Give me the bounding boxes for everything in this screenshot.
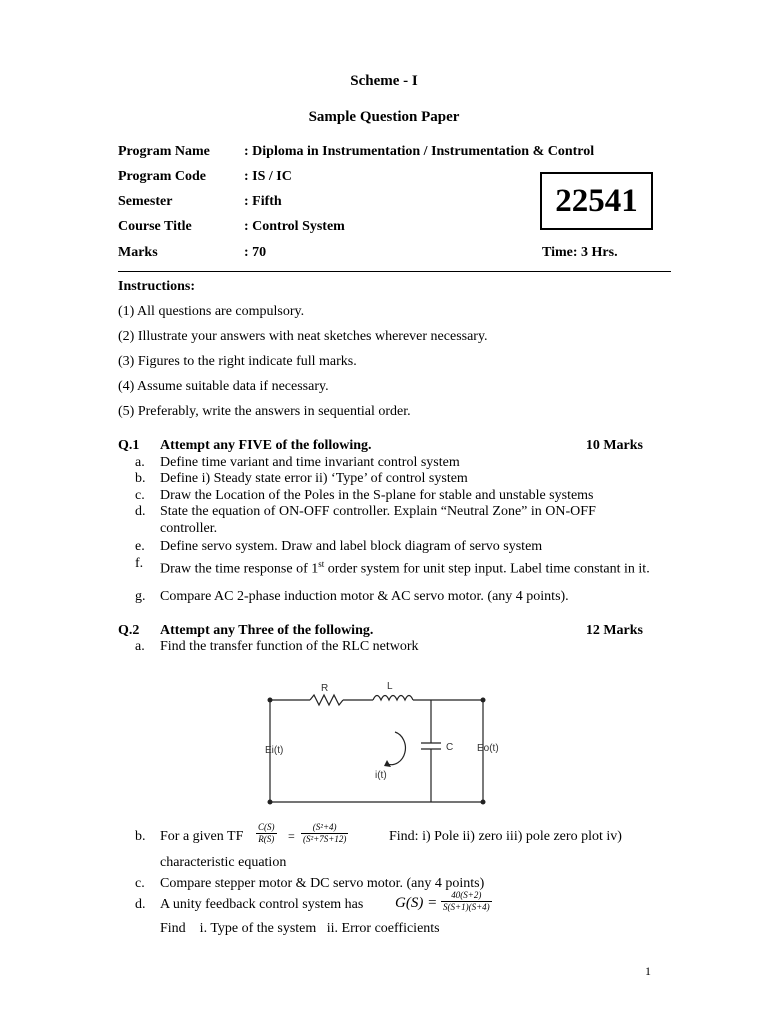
course-title-value: : Control System	[244, 219, 345, 234]
gs-label: G(S) =	[395, 895, 438, 911]
q1-number: Q.1	[118, 438, 140, 453]
gs-denominator: S(S+1)(S+4)	[443, 902, 490, 912]
q1-letter: f.	[135, 556, 144, 571]
instructions-heading: Instructions:	[118, 279, 196, 294]
q2-letter: a.	[135, 639, 145, 654]
instruction-item: (1) All questions are compulsory.	[118, 304, 305, 319]
q2-d-find: Find i. Type of the system ii. Error coefficients	[160, 921, 440, 936]
input-voltage-label: Ei(t)	[265, 745, 284, 756]
current-label: i(t)	[375, 770, 387, 781]
course-code-box: 22541	[540, 172, 653, 230]
tf-lhs-fraction	[256, 822, 277, 845]
tf-rhs-numerator: (S²+4)	[301, 822, 348, 834]
time-label: Time: 3 Hrs.	[542, 245, 618, 260]
q2-letter: b.	[135, 829, 146, 844]
q2-heading: Attempt any Three of the following.	[160, 623, 374, 638]
program-name-label: Program Name	[118, 144, 210, 159]
q1-letter: e.	[135, 539, 145, 554]
q2-marks: 12 Marks	[585, 623, 643, 638]
q2-d-text: A unity feedback control system has	[160, 897, 364, 912]
q1-item-text: order system for unit step input. Label time constant in it.	[324, 561, 650, 577]
q1-item: Define time variant and time invariant control system	[160, 455, 460, 470]
q1-heading: Attempt any FIVE of the following.	[160, 438, 372, 453]
page-number: 1	[645, 964, 651, 978]
course-title-label: Course Title	[118, 219, 192, 234]
paper-title: Sample Question Paper	[308, 109, 460, 125]
capacitor-label: C	[446, 742, 454, 753]
q2-b-find: Find: i) Pole ii) zero iii) pole zero plot iv)	[389, 829, 622, 844]
q2-letter: d.	[135, 897, 146, 912]
q1-letter: g.	[135, 589, 146, 604]
resistor-label: R	[321, 683, 329, 694]
q1-item-sup: st	[318, 559, 325, 569]
marks-value: : 70	[244, 245, 267, 260]
q1-letter: b.	[135, 471, 146, 486]
q1-item	[160, 556, 650, 578]
q1-letter: d.	[135, 504, 146, 519]
q2-number: Q.2	[118, 623, 140, 638]
q1-item-text: Draw the time response of 1	[160, 561, 319, 577]
q1-item: Draw the Location of the Poles in the S-plane for stable and unstable systems	[160, 488, 594, 503]
program-code-value: : IS / IC	[244, 169, 292, 184]
q2-item: Find the transfer function of the RLC network	[160, 639, 419, 654]
gs-numerator: 40(S+2)	[441, 890, 492, 902]
tf-rhs-fraction	[301, 822, 348, 845]
q1-item: Compare AC 2-phase induction motor & AC servo motor. (any 4 points).	[160, 589, 569, 604]
tf-equals: =	[288, 829, 295, 843]
q1-item: Define servo system. Draw and label block diagram of servo system	[160, 539, 543, 554]
instruction-item: (5) Preferably, write the answers in sequential order.	[118, 404, 411, 419]
tf-lhs-denominator: R(S)	[258, 834, 275, 844]
q2-letter: c.	[135, 876, 145, 891]
q2-b-text: For a given TF	[160, 829, 244, 844]
tf-rhs-denominator: (S²+7S+12)	[303, 834, 347, 844]
program-name-value: : Diploma in Instrumentation / Instrumentation & Control	[244, 144, 595, 159]
inductor-label: L	[387, 681, 393, 692]
rlc-circuit-diagram	[255, 675, 500, 813]
q1-letter: c.	[135, 488, 145, 503]
q1-marks: 10 Marks	[585, 438, 643, 453]
q2-item: Compare stepper motor & DC servo motor. (any 4 points)	[160, 876, 485, 891]
semester-label: Semester	[118, 194, 173, 209]
instruction-item: (4) Assume suitable data if necessary.	[118, 379, 329, 394]
program-code-label: Program Code	[118, 169, 206, 184]
tf-lhs-numerator: C(S)	[258, 822, 275, 832]
output-voltage-label: Eo(t)	[477, 743, 499, 754]
divider	[118, 271, 671, 272]
q1-item: State the equation of ON-OFF controller. Explain “Neutral Zone” in ON-OFF controller.	[160, 504, 596, 536]
instruction-item: (3) Figures to the right indicate full marks.	[118, 354, 357, 369]
gs-fraction	[441, 890, 492, 913]
scheme-label: Scheme - I	[350, 73, 418, 89]
instruction-item: (2) Illustrate your answers with neat sketches wherever necessary.	[118, 329, 488, 344]
q1-item: Define i) Steady state error ii) ‘Type’ of control system	[160, 471, 468, 486]
semester-value: : Fifth	[244, 194, 282, 209]
q1-letter: a.	[135, 455, 145, 470]
marks-label: Marks	[118, 245, 158, 260]
q2-b-cont: characteristic equation	[160, 855, 287, 870]
